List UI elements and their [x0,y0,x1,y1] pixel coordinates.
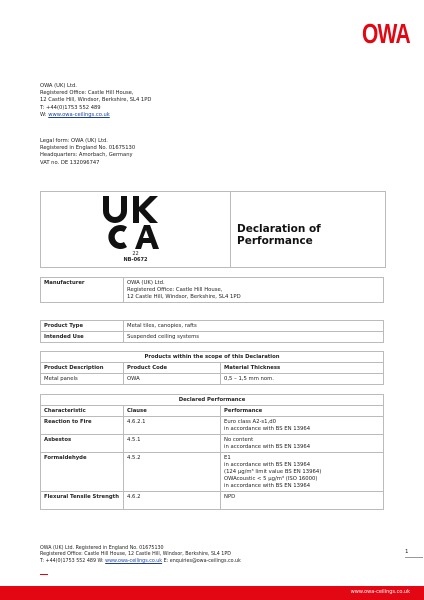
company-name: OWA (UK) Ltd. [40,83,77,89]
table-cell: OWA [124,374,221,385]
characteristic-cell: Formaldehyde [41,453,124,492]
performance-line: in accordance with BS EN 13964 [224,443,311,450]
column-header: Characteristic [41,406,124,417]
product-type-value: Metal tiles, canopies, rafts [124,321,384,332]
footer-accent-line [40,574,48,575]
street-address: 12 Castle Hill, Windsor, Berkshire, SL4 1PD [40,97,152,104]
manufacturer-table [40,277,384,303]
performance-line: (124 µg/m³ limit value BS EN 13964) [224,468,322,475]
telephone: T: +44(0)1753 552 489 [40,104,101,111]
performance-cell [221,417,384,435]
intended-use-value: Suspended ceiling systems [124,332,384,343]
notified-body [41,251,230,263]
legal-form: Legal form: OWA (UK) Ltd. [40,138,108,144]
manufacturer-value [124,278,384,303]
bottom-bar [0,586,424,600]
manufacturer-line: Registered Office: Castle Hill House, [127,286,223,293]
page-number: 1 [405,549,409,555]
performance-cell [221,492,384,510]
performance-cell [221,453,384,492]
performance-line: in accordance with BS EN 13964 [224,425,311,432]
performance-cell [221,435,384,453]
manufacturer-line: 12 Castle Hill, Windsor, Berkshire, SL4 1PD [127,293,241,300]
scope-title: Products within the scope of this Declaration [41,352,384,363]
clause-cell: 4.5.1 [124,435,221,453]
performance-line: E1 [224,454,231,461]
table-row [41,374,384,385]
performance-title: Declared Performance [41,395,384,406]
column-header: Material Thickness [221,363,384,374]
table-row [41,453,384,492]
performance-table [40,394,384,510]
owa-logo: OWA [362,18,410,49]
table-cell: 0,5 – 1,5 mm nom. [221,374,384,385]
vat-number: VAT no. DE 132096747 [40,159,100,166]
characteristic-cell: Asbestos [41,435,124,453]
footer-email: E: enquiries@owa-ceilings.co.uk [162,558,241,564]
column-header: Product Description [41,363,124,374]
ukca-declaration-header [40,191,386,268]
ukca-mark-icon [101,194,161,250]
intended-use-label: Intended Use [41,332,124,343]
column-header: Clause [124,406,221,417]
ukca-mark-cell [41,192,231,267]
website-line: W: www.owa-ceilings.co.uk [40,111,110,118]
document-title: Declaration of Performance [237,223,321,247]
table-row [41,278,384,303]
scope-table [40,351,384,385]
manufacturer-label: Manufacturer [41,278,124,303]
column-header: Performance [221,406,384,417]
table-row [41,395,384,406]
registered-office: Registered Office: Castle Hill House, [40,90,134,97]
table-row [41,435,384,453]
bottom-bar-url[interactable]: www.owa-ceilings.co.uk [350,589,410,595]
registration-number: Registered in England No. 01675130 [40,145,136,152]
table-cell: Metal panels [41,374,124,385]
column-header: Product Code [124,363,221,374]
performance-line: No content [224,436,254,443]
performance-line: OWAcoustic < 5 µg/m³ (ISO 16000) [224,475,318,482]
table-row [41,321,384,332]
company-address-block [40,83,151,119]
table-header-row [41,363,384,374]
footer-website-link[interactable]: www.owa-ceilings.co.uk [105,558,163,564]
page-number-divider [405,557,423,558]
characteristic-cell: Flexural Tensile Strength [41,492,124,510]
nb-number: NB-0672 [123,257,148,263]
footer-address: Registered Office: Castle Hill House, 12 Castle Hill, Windsor, Berkshire, SL4 1PD [40,552,231,558]
footer-contact: T: +44(0)1753 552 489 W: www.owa-ceilings.co.uk E: enquiries@owa-ceilings.co.uk [40,558,241,564]
table-row [41,417,384,435]
manufacturer-line: OWA (UK) Ltd. [127,279,165,286]
ukca-number: 22 [132,251,139,257]
headquarters: Headquarters: Amorbach, Germany [40,152,133,159]
clause-cell: 4.6.2 [124,492,221,510]
characteristic-cell: Reaction to Fire [41,417,124,435]
legal-info-block [40,138,135,167]
performance-line: Euro class A2-s1,d0 [224,418,276,425]
clause-cell: 4.6.2.1 [124,417,221,435]
footer-registration: OWA (UK) Ltd. Registered in England No. 01675130 [40,546,164,551]
performance-line: in accordance with BS EN 13964 [224,461,311,468]
page-footer [40,546,241,565]
table-row [41,352,384,363]
performance-line: NPD [224,493,236,500]
table-row [41,492,384,510]
table-header-row [41,406,384,417]
clause-cell: 4.5.2 [124,453,221,492]
website-link[interactable]: www.owa-ceilings.co.uk [48,111,110,118]
performance-line: in accordance with BS EN 13964 [224,482,311,489]
product-table [40,320,384,343]
product-type-label: Product Type [41,321,124,332]
table-row [41,332,384,343]
